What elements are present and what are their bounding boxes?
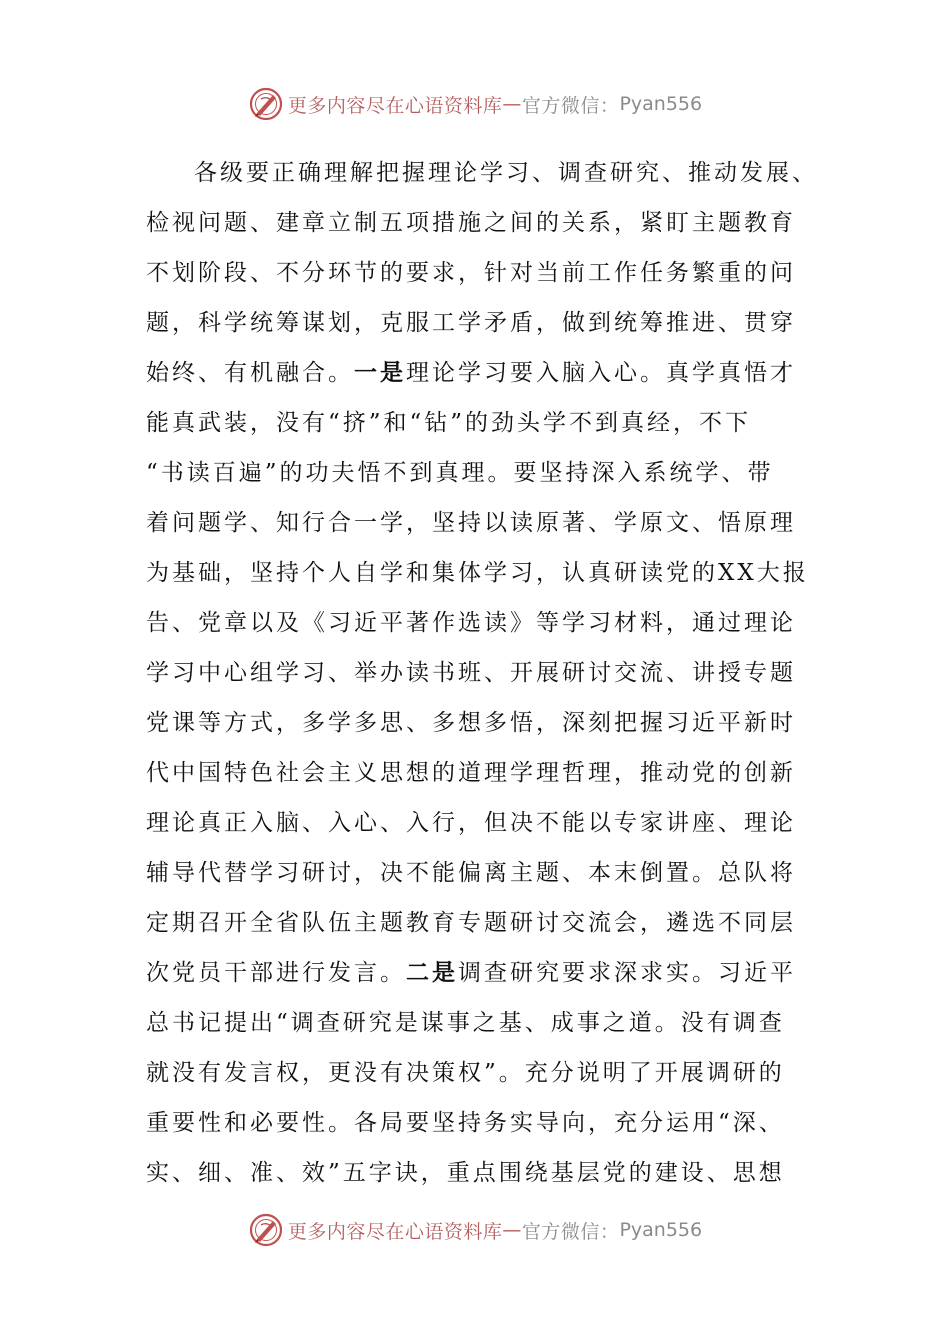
- text-segment: “书读百遍”的功夫悟不到真理。要坚持深入系统学、带: [146, 460, 774, 486]
- text-segment: 检视问题、建章立制五项措施之间的关系，紧盯主题教育: [146, 210, 796, 236]
- text-line: [146, 548, 809, 598]
- watermark-text: 更多内容尽在心语资料库: [287, 94, 503, 117]
- text-segment: 不划阶段、不分环节的要求，针对当前工作任务繁重的问: [146, 260, 796, 286]
- text-line: [146, 148, 818, 198]
- watermark-wechat-label: 官方微信：: [521, 94, 620, 117]
- text-line: [146, 748, 806, 798]
- text-segment: 党课等方式，多学多思、多想多悟，深刻把握习近平新时: [146, 710, 796, 736]
- text-segment: 始终、有机融合。: [146, 360, 354, 386]
- text-line: [146, 448, 806, 498]
- text-segment: 题，科学统筹谋划，克服工学矛盾，做到统筹推进、贯穿: [146, 310, 796, 336]
- text-segment: 调查研究要求深求实。习近平: [458, 960, 796, 986]
- text-segment: 为基础，坚持个人自学和集体学习，认真研读党的XX大报: [146, 560, 809, 586]
- text-segment: 辅导代替学习研讨，决不能偏离主题、本末倒置。总队将: [146, 860, 796, 886]
- text-segment: 定期召开全省队伍主题教育专题研讨交流会，遴选不同层: [146, 910, 796, 936]
- text-line: [146, 898, 806, 948]
- text-segment: 总书记提出“调查研究是谋事之基、成事之道。没有调查: [146, 1010, 785, 1036]
- text-line: [146, 1048, 806, 1098]
- text-segment: 学习中心组学习、举办读书班、开展研讨交流、讲授专题: [146, 660, 796, 686]
- text-line: [146, 248, 806, 298]
- text-segment: 理论学习要入脑入心。真学真悟才: [406, 360, 796, 386]
- text-segment: 重要性和必要性。各局要坚持务实导向，充分运用“深、: [146, 1110, 785, 1136]
- text-segment: 着问题学、知行合一学，坚持以读原著、学原文、悟原理: [146, 510, 796, 536]
- bold-marker: 二是: [406, 959, 458, 986]
- text-line: [146, 998, 806, 1048]
- text-line: [146, 848, 806, 898]
- text-line: [146, 498, 806, 548]
- text-line: [146, 648, 806, 698]
- text-segment: 理论真正入脑、入心、入行，但决不能以专家讲座、理论: [146, 810, 796, 836]
- text-segment: 代中国特色社会主义思想的道理学理哲理，推动党的创新: [146, 760, 796, 786]
- watermark-text: 更多内容尽在心语资料库: [287, 1220, 503, 1243]
- text-line: [146, 348, 806, 398]
- pen-circle-icon: [248, 86, 284, 122]
- watermark-footer: [0, 1210, 950, 1250]
- watermark-dash: —: [502, 93, 522, 115]
- text-segment: 实、细、准、效”五字诀，重点围绕基层党的建设、思想: [146, 1160, 785, 1186]
- watermark-wechat-id: Pyan556: [619, 93, 703, 115]
- text-line: [146, 398, 806, 448]
- bold-marker: 一是: [354, 359, 406, 386]
- text-line: [146, 948, 806, 998]
- watermark-header: [0, 84, 950, 124]
- text-segment: 告、党章以及《习近平著作选读》等学习材料，通过理论: [146, 610, 796, 636]
- document-body: [146, 148, 818, 1198]
- text-line: [146, 798, 806, 848]
- watermark-wechat-id: Pyan556: [619, 1219, 703, 1241]
- text-segment: 次党员干部进行发言。: [146, 960, 406, 986]
- text-segment: 各级要正确理解把握理论学习、调查研究、推动发展、: [194, 160, 818, 186]
- watermark-wechat-label: 官方微信：: [521, 1220, 620, 1243]
- text-line: [146, 298, 806, 348]
- text-segment: 就没有发言权，更没有决策权”。充分说明了开展调研的: [146, 1060, 785, 1086]
- watermark-dash: —: [502, 1219, 522, 1241]
- text-line: [146, 1098, 806, 1148]
- text-line: [146, 198, 806, 248]
- text-line: [146, 598, 806, 648]
- text-line: [146, 1148, 806, 1198]
- pen-circle-icon: [248, 1212, 284, 1248]
- text-segment: 能真武装，没有“挤”和“钻”的劲头学不到真经，不下: [146, 410, 752, 436]
- text-line: [146, 698, 806, 748]
